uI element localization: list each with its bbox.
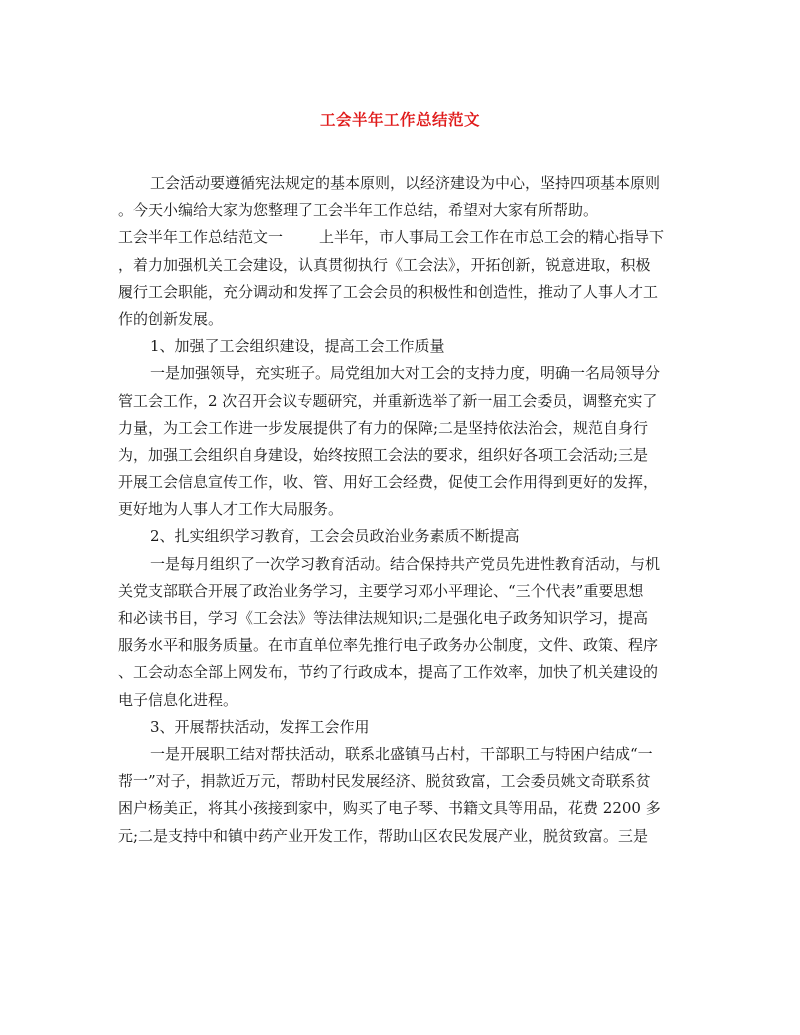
paragraph-line: 力量，为工会工作进一步发展提供了有力的保障;二是坚持依法治会，规范自身行: [118, 418, 649, 437]
subheading-line: 3、开展帮扶活动，发挥工会作用: [150, 717, 370, 736]
paragraph-line: 。今天小编给大家为您整理了工会半年工作总结，希望对大家有所帮助。: [118, 201, 599, 220]
paragraph-line: 作的创新发展。: [118, 309, 224, 328]
paragraph-line: 为，加强工会组织自身建设，始终按照工会法的要求，组织好各项工会活动;三是: [118, 445, 649, 464]
paragraph-line: 开展工会信息宣传工作，收、管、用好工会经费，促使工会作用得到更好的发挥，: [118, 473, 659, 492]
paragraph-line: 一是开展职工结对帮扶活动，联系北盛镇马占村，干部职工与特困户结成“一: [150, 744, 653, 763]
paragraph-line: 元;二是支持中和镇中药产业开发工作，帮助山区农民发展产业，脱贫致富。三是: [118, 826, 649, 845]
paragraph-line: 服务水平和服务质量。在市直单位率先推行电子政务办公制度，文件、政策、程序: [118, 636, 659, 655]
paragraph-line: 困户杨美正，将其小孩接到家中，购买了电子琴、书籍文具等用品，花费 2200 多: [118, 799, 661, 818]
paragraph-line: [118, 224, 686, 251]
paragraph-line: 帮一”对子，捐款近万元，帮助村民发展经济、脱贫致富，工会委员姚文奇联系贫: [118, 772, 651, 791]
document-title: 工会半年工作总结范文: [319, 110, 480, 129]
paragraph-line: 更好地为人事人才工作大局服务。: [118, 500, 344, 519]
paragraph-line: 管工会工作，2 次召开会议专题研究，并重新选举了新一届工会委员，调整充实了: [118, 391, 658, 410]
paragraph-line: 一是每月组织了一次学习教育活动。结合保持共产党员先进性教育活动，与机: [150, 554, 661, 573]
paragraph-text: 上半年，市人事局工会工作在市总工会的精心指导下: [319, 228, 665, 247]
paragraph-line: 、工会动态全部上网发布，节约了行政成本，提高了工作效率，加快了机关建设的: [118, 663, 659, 682]
section-heading: 工会半年工作总结范文一: [118, 228, 284, 247]
document-body: [118, 170, 686, 850]
paragraph-line: 一是加强领导，充实班子。局党组加大对工会的支持力度，明确一名局领导分: [150, 364, 661, 383]
paragraph-line: ，着力加强机关工会建设，认真贯彻执行《工会法》，开拓创新，锐意进取，积极: [118, 255, 651, 274]
subheading-line: 1、加强了工会组织建设，提高工会工作质量: [150, 337, 445, 356]
paragraph-line: 和必读书目，学习《工会法》等法律法规知识;二是强化电子政务知识学习，提高: [118, 609, 649, 627]
paragraph-line: 履行工会职能，充分调动和发挥了工会会员的积极性和创造性，推动了人事人才工: [118, 282, 659, 301]
paragraph-line: 关党支部联合开展了政治业务学习，主要学习邓小平理论、“三个代表”重要思想: [118, 581, 644, 600]
paragraph-line: 工会活动要遵循宪法规定的基本原则，以经济建设为中心，坚持四项基本原则: [150, 174, 661, 192]
paragraph-line: 电子信息化进程。: [118, 690, 239, 709]
subheading-line: 2、扎实组织学习教育，工会会员政治业务素质不断提高: [150, 527, 520, 546]
